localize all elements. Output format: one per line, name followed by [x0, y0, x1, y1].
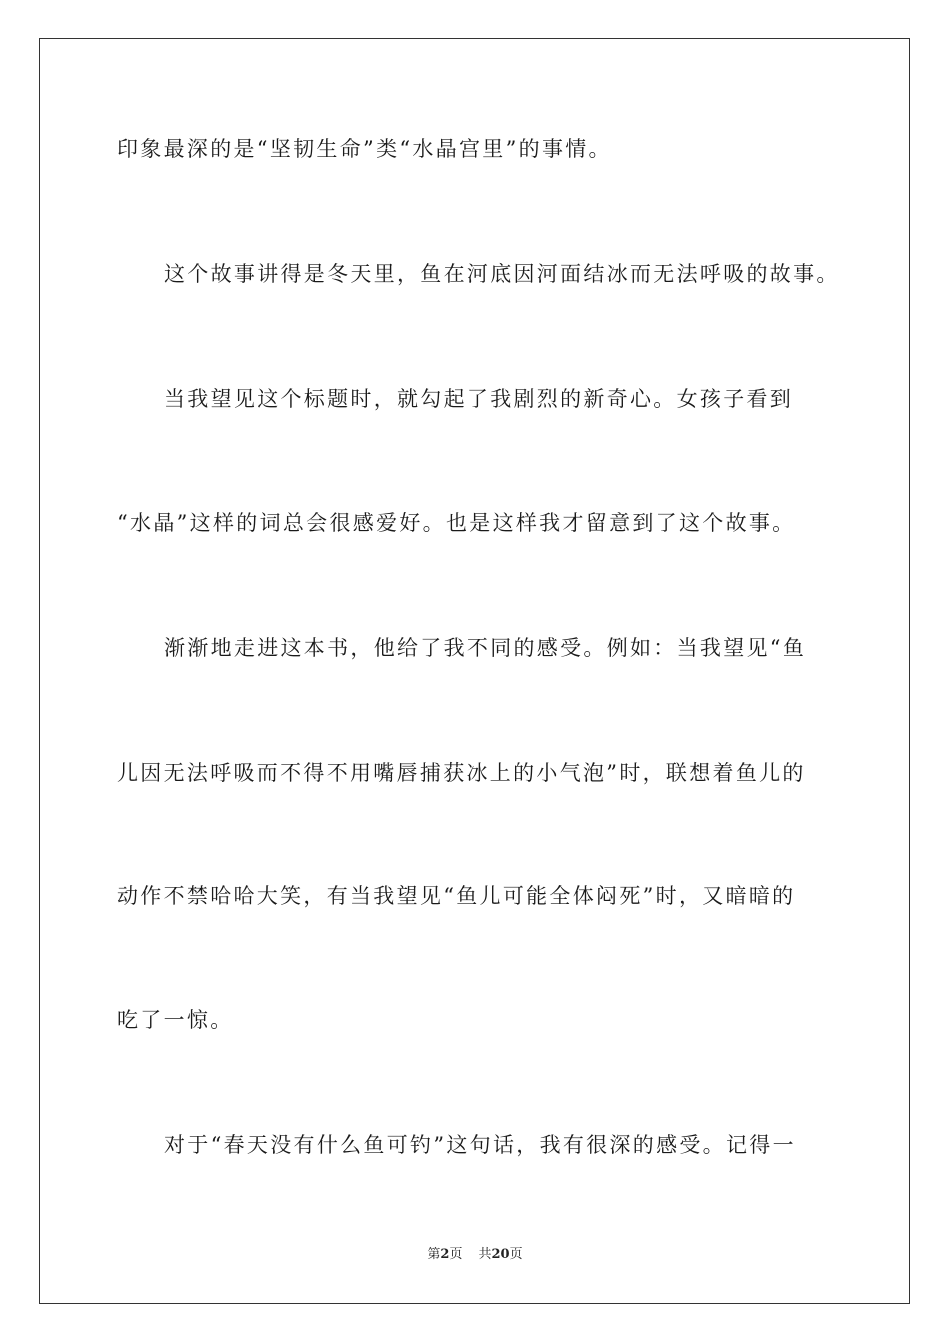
text-line-1: 印象最深的是“坚韧生命”类“水晶宫里”的事情。 [117, 137, 612, 161]
text-line-2: 这个故事讲得是冬天里，鱼在河底因河面结冰而无法呼吸的故事。 [164, 262, 840, 286]
text-line-4: “水晶”这样的词总会很感爱好。也是这样我才留意到了这个故事。 [117, 511, 796, 535]
text-line-7: 动作不禁哈哈大笑，有当我望见“鱼儿可能全体闷死”时，又暗暗的 [117, 884, 796, 908]
text-line-5: 渐渐地走进这本书，他给了我不同的感受。例如：当我望见“鱼 [164, 636, 807, 660]
text-line-3: 当我望见这个标题时，就勾起了我剧烈的新奇心。女孩子看到 [164, 387, 794, 411]
page-footer [0, 1246, 950, 1264]
page-label: 第2页 [427, 1247, 463, 1262]
text-line-8: 吃了一惊。 [117, 1008, 234, 1032]
text-line-6: 儿因无法呼吸而不得不用嘴唇捕获冰上的小气泡”时，联想着鱼儿的 [117, 761, 806, 785]
text-line-9: 对于“春天没有什么鱼可钓”这句话，我有很深的感受。记得一 [164, 1133, 796, 1157]
page-border [39, 38, 910, 1304]
total-pages-label: 共20页 [478, 1247, 523, 1262]
